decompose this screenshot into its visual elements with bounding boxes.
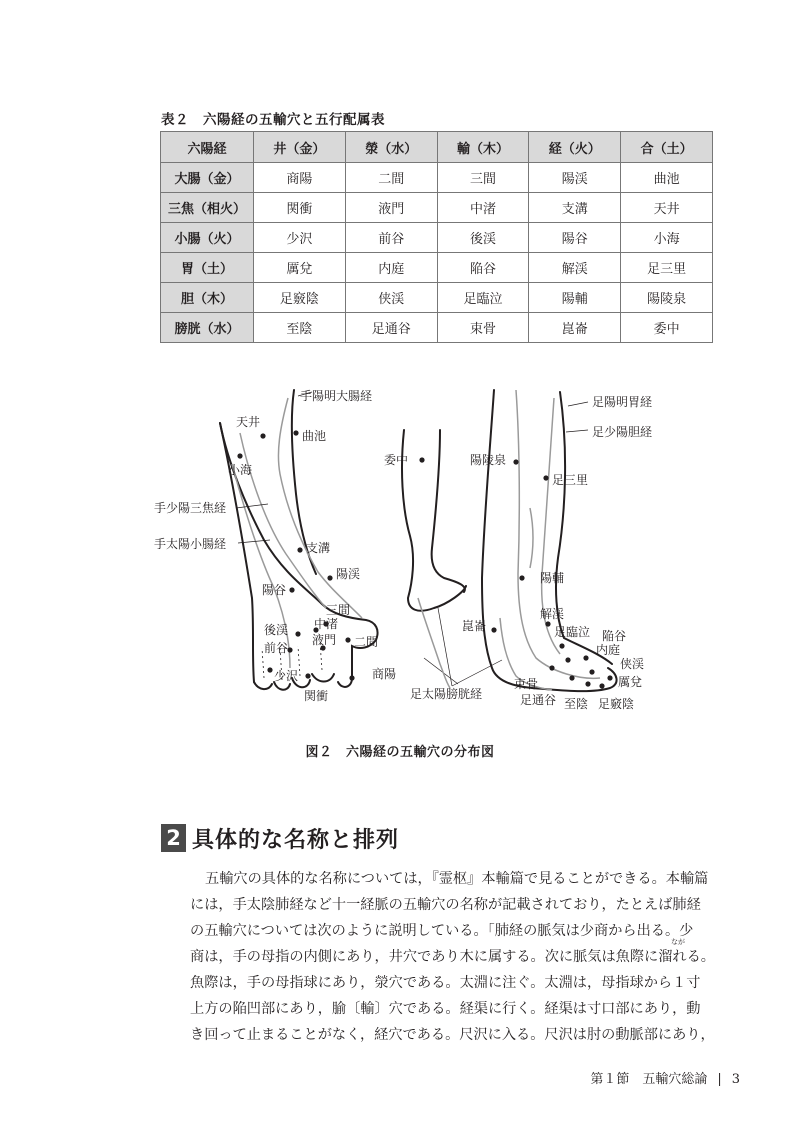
table-row xyxy=(161,193,713,223)
label-point-jiexi: 解渓 xyxy=(540,607,565,621)
body-line: 魚際は，手の母指球にあり，滎穴である。太淵に注ぐ。太淵は，母指球から１寸 xyxy=(190,975,701,991)
label-point-guanchong: 関衝 xyxy=(304,689,329,703)
label-point-tianjing: 天井 xyxy=(236,415,261,429)
row-header: 膀胱（水） xyxy=(161,313,254,343)
row-header: 胆（木） xyxy=(161,283,254,313)
table-cell: 支溝 xyxy=(529,193,621,223)
label-point-qiangu: 前谷 xyxy=(264,641,289,655)
table-cell: 足三里 xyxy=(621,253,713,283)
row-header: 胃（土） xyxy=(161,253,254,283)
table-cell: 解渓 xyxy=(529,253,621,283)
header-cell-spring: 滎（水） xyxy=(345,132,437,163)
leg-points xyxy=(419,457,612,688)
label-leg-meridian-bladder: 足太陽膀胱経 xyxy=(410,687,483,701)
label-leg-meridian-gallbladder: 足少陽胆経 xyxy=(592,425,653,439)
label-point-yangfu: 陽輔 xyxy=(540,571,565,585)
label-point-quchi: 曲池 xyxy=(302,429,327,443)
table-cell: 二間 xyxy=(345,163,437,193)
table-cell: 三間 xyxy=(437,163,529,193)
table-cell: 至陰 xyxy=(254,313,346,343)
body-line: には，手太陰肺経など十一経脈の五輸穴の名称が記載されており，たとえば肺経 xyxy=(190,897,701,913)
table-cell: 足通谷 xyxy=(345,313,437,343)
section-heading xyxy=(161,823,399,853)
figure-caption: 図２ 六陽経の五輸穴の分布図 xyxy=(305,745,495,760)
page-number: 3 xyxy=(731,1072,740,1087)
five-shu-points-table xyxy=(160,131,713,343)
table-cell: 小海 xyxy=(621,223,713,253)
table-cell: 内庭 xyxy=(345,253,437,283)
table-cell: 陽渓 xyxy=(529,163,621,193)
label-point-xiaxi: 侠渓 xyxy=(620,657,645,671)
section-number-badge: 2 xyxy=(161,824,186,852)
table-cell: 商陽 xyxy=(254,163,346,193)
footer-separator: | xyxy=(717,1072,722,1087)
table-cell: 陥谷 xyxy=(437,253,529,283)
table-row xyxy=(161,283,713,313)
label-point-xiangu: 陥谷 xyxy=(602,629,627,643)
table-row xyxy=(161,313,713,343)
arm-points xyxy=(237,430,354,680)
label-point-weizhong: 委中 xyxy=(384,453,409,467)
label-point-zhongzhu: 中渚 xyxy=(314,617,339,631)
table-row xyxy=(161,253,713,283)
label-point-shugu: 束骨 xyxy=(514,677,539,691)
header-cell-meridian: 六陽経 xyxy=(161,132,254,163)
table-cell: 陽陵泉 xyxy=(621,283,713,313)
table-cell: 崑崙 xyxy=(529,313,621,343)
body-line: 五輸穴の具体的な名称については，『霊枢』本輸篇で見ることができる。本輸篇 xyxy=(205,871,709,887)
table-cell: 足臨泣 xyxy=(437,283,529,313)
table-caption: 表２ 六陽経の五輸穴と五行配属表 xyxy=(161,112,385,128)
body-line: 商は，手の母指の内側にあり，井穴であり木に属する。次に脈気は魚際に溜れる。 xyxy=(190,949,715,965)
label-arm-meridian-large-intestine: 手陽明大腸経 xyxy=(300,389,373,403)
table-cell: 液門 xyxy=(345,193,437,223)
body-line: 上方の陥凹部にあり，腧〔輸〕穴である。経渠に行く。経渠は寸口部にあり，動 xyxy=(190,1001,701,1017)
table-cell: 足竅陰 xyxy=(254,283,346,313)
label-point-xiaohai: 小海 xyxy=(228,463,253,477)
header-cell-well: 井（金） xyxy=(254,132,346,163)
leg-meridian-lines xyxy=(418,390,600,690)
row-header: 三焦（相火） xyxy=(161,193,254,223)
label-point-shangyang: 商陽 xyxy=(372,667,397,681)
label-point-zuqiaoyin: 足竅陰 xyxy=(598,697,635,711)
table-cell: 少沢 xyxy=(254,223,346,253)
body-paragraph xyxy=(190,866,720,1048)
table-cell: 陽谷 xyxy=(529,223,621,253)
table-cell: 陽輔 xyxy=(529,283,621,313)
label-point-yemen: 液門 xyxy=(312,633,337,647)
body-line: き回って止まることがなく，経穴である。尺沢に入る。尺沢は肘の動脈部にあり， xyxy=(190,1027,715,1043)
table-cell: 委中 xyxy=(621,313,713,343)
table-cell: 後渓 xyxy=(437,223,529,253)
table-row xyxy=(161,163,713,193)
table-cell: 厲兌 xyxy=(254,253,346,283)
label-point-zhigou: 支溝 xyxy=(306,541,331,555)
header-cell-stream: 輸（木） xyxy=(437,132,529,163)
label-leg-meridian-stomach: 足陽明胃経 xyxy=(592,395,653,409)
label-point-lidui: 厲兌 xyxy=(618,675,643,689)
label-point-sanjian: 三間 xyxy=(326,603,351,617)
table-cell: 前谷 xyxy=(345,223,437,253)
header-cell-sea: 合（土） xyxy=(621,132,713,163)
row-header: 大腸（金） xyxy=(161,163,254,193)
label-point-shaoze: 少沢 xyxy=(274,669,299,683)
table-cell: 曲池 xyxy=(621,163,713,193)
label-point-zulinqi: 足臨泣 xyxy=(554,625,591,639)
label-point-zutonggu: 足通谷 xyxy=(520,693,557,707)
label-arm-meridian-triple-burner: 手少陽三焦経 xyxy=(154,501,227,515)
label-arm-meridian-small-intestine: 手太陽小腸経 xyxy=(154,537,227,551)
label-point-houxi: 後渓 xyxy=(264,623,289,637)
acupoint-distribution-figure xyxy=(140,378,680,723)
body-line: の五輸穴については次のように説明している。「肺経の脈気は少商から出る。少 xyxy=(190,923,694,939)
page-footer xyxy=(590,1068,740,1087)
label-point-yanglingquan: 陽陵泉 xyxy=(470,453,507,467)
table-cell: 中渚 xyxy=(437,193,529,223)
label-point-neiting: 内庭 xyxy=(596,643,621,657)
label-point-zhiyin: 至陰 xyxy=(564,697,589,711)
row-header: 小腸（火） xyxy=(161,223,254,253)
label-point-erjian: 二間 xyxy=(354,635,379,649)
leg-back-illustration xyxy=(402,430,466,611)
arm-meridian-lines xyxy=(232,398,362,668)
footer-section-name: 第１節 五輸穴総論 xyxy=(590,1072,708,1087)
label-point-yangxi: 陽渓 xyxy=(336,567,361,581)
table-row xyxy=(161,223,713,253)
label-point-kunlun: 崑崙 xyxy=(462,619,487,633)
section-title: 具体的な名称と排列 xyxy=(192,827,400,853)
table-cell: 侠渓 xyxy=(345,283,437,313)
table-header-row xyxy=(161,132,713,163)
label-point-zusanli: 足三里 xyxy=(552,473,589,487)
table-cell: 天井 xyxy=(621,193,713,223)
label-point-yanggu: 陽谷 xyxy=(262,583,287,597)
table-cell: 束骨 xyxy=(437,313,529,343)
header-cell-river: 経（火） xyxy=(529,132,621,163)
table-cell: 関衝 xyxy=(254,193,346,223)
ruby-annotation: なが xyxy=(671,938,685,946)
